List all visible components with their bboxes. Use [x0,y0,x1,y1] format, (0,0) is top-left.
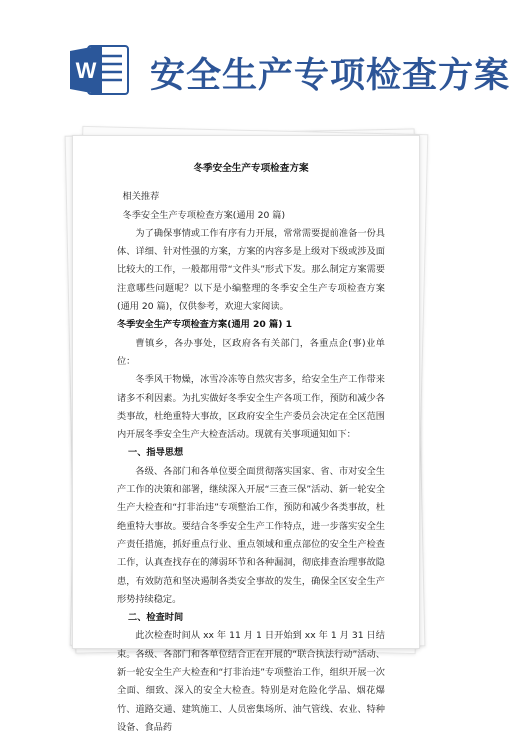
document-body [117,160,385,737]
paragraph: 此次检查时间从 xx 年 11 月 1 日开始到 xx 年 1 月 31 日结束。各级、各部门和各单位结合正在开展的“联合执法行动”活动、新一轮安全生产大检查和“打非治违”专项整治工作，组织开展一次全面、细致、深入的安全大检查。特别是对危险化学品、烟花爆竹、道路交通、建筑施工、人员密集场所、油气管线、农业、特种设备、食品药 [117,630,385,733]
svg-text:W: W [75,58,97,83]
heading-inspection-time: 二、检查时间 [128,612,184,624]
word-document-icon [68,42,132,98]
salutation: 曹镇乡，各办事处，区政府各有关部门，各重点企(事)业单位： [117,337,385,367]
section-title: 冬季安全生产专项检查方案(通用 20 篇) 1 [117,319,292,331]
document-title: 冬季安全生产专项检查方案 [193,163,309,174]
paragraph: 冬季风干物燥，冰雪冷冻等自然灾害多，给安全生产工作带来诸多不利因素。为扎实做好冬季安全生产各项工作，预防和减少各类事故，杜绝重特大事故，区政府安全生产委员会决定在全区范围内开展冬季安全生产大检查活动。现就有关事项通知如下： [117,374,385,441]
document-page [72,135,420,733]
paragraph: 各级、各部门和各单位要全面贯彻落实国家、省、市对安全生产工作的决策和部署，继续深入开展“三查三保”活动、新一轮安全生产大检查和“打非治违”专项整治工作，预防和减少各类事故，杜绝重特大事故。要结合冬季安全生产工作特点，进一步落实安全生产责任措施，抓好重点行业、重点领域和重点部位的安全生产检查工作，认真查找存在的薄弱环节和各种漏洞，彻底排查治理事故隐患，有效防范和坚决遏制各类安全事故的发生，确保全区安全生产形势持续稳定。 [117,465,385,605]
header-banner [0,0,510,138]
related-label: 相关推荐 [122,191,160,203]
banner-title: 安全生产专项检查方案 [150,56,510,96]
intro-paragraph: 为了确保事情或工作有序有力开展，常常需要提前准备一份具体、详细、针对性强的方案，方案的内容多是上级对下级或涉及面比较大的工作，一般都用带“文件头”形式下发。那么制定方案需要注意哪些问题呢？以下是小编整理的冬季安全生产专项检查方案(通用 20 篇)，仅供参考，欢迎大家阅读。 [117,227,385,313]
heading-guiding-principle: 一、指导思想 [128,447,184,459]
related-link[interactable]: 冬季安全生产专项检查方案(通用 20 篇) [122,209,286,221]
